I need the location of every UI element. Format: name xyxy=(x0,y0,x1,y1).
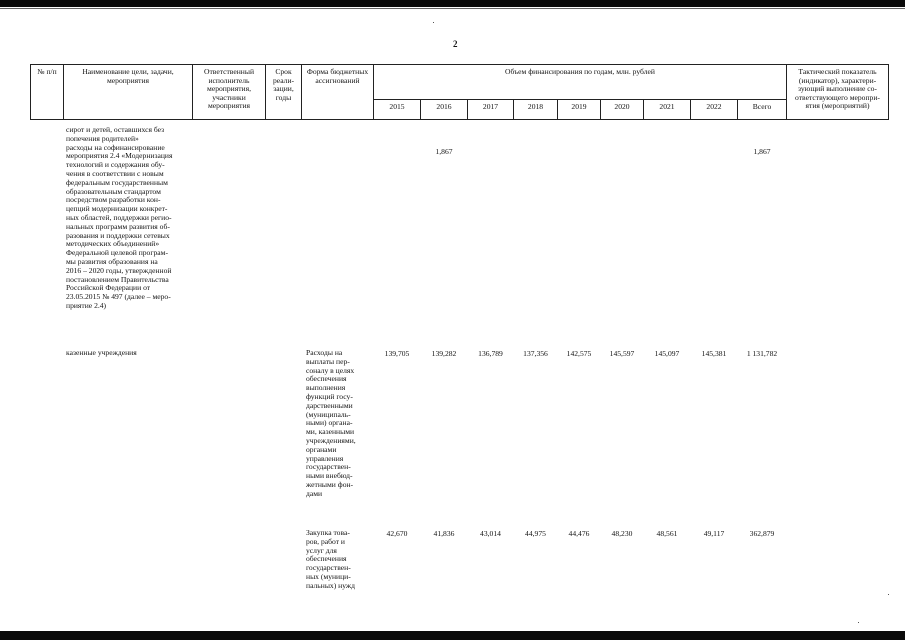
form-line: государствен- xyxy=(306,563,351,573)
header-bottom-border xyxy=(30,119,888,120)
header-funding: Объем финансирования по годам, млн. рублей xyxy=(505,67,655,76)
description-line: мы развития образования на xyxy=(66,256,158,266)
form-line: (муниципаль- xyxy=(306,409,351,419)
form-line: учреждениями, xyxy=(306,435,356,445)
description-line: нальных программ развития об- xyxy=(66,221,170,231)
value-2015: 42,670 xyxy=(386,529,408,538)
form-line: соналу в целях xyxy=(306,365,355,375)
grid-line xyxy=(301,64,302,120)
grid-line xyxy=(786,64,787,120)
value-2016: 41,836 xyxy=(433,529,455,538)
description-line: приятие 2.4) xyxy=(66,300,107,310)
description-line: методических объединений» xyxy=(66,239,160,249)
header-year: 2021 xyxy=(659,102,675,111)
form-line: ми, казенными xyxy=(306,427,355,437)
form-line: ров, работ и xyxy=(306,536,345,546)
form-line: государствен- xyxy=(306,462,351,472)
header-total: Всего xyxy=(752,102,772,111)
value-2021: 48,561 xyxy=(656,529,678,538)
description-line: попечения родителей» xyxy=(66,133,139,143)
header-responsible: Ответственный исполнитель мероприятия, участники мероприятия xyxy=(203,67,255,111)
header-year: 2015 xyxy=(389,102,405,111)
grid-line xyxy=(63,64,64,120)
scan-top-line xyxy=(0,8,905,9)
header-indicator: Тактический показатель (индикатор), характери-зующий выполнение со-ответствующего меропри-ятия (мероприятий) xyxy=(795,67,880,111)
value-2022: 49,117 xyxy=(703,529,725,538)
activity-description xyxy=(66,126,196,311)
description-line: 2016 – 2020 годы, утвержденной xyxy=(66,265,172,275)
scan-bottom-border xyxy=(0,631,905,640)
value-2021: 145,097 xyxy=(654,349,680,358)
form-line: выплаты пер- xyxy=(306,356,350,366)
value-total: 1 131,782 xyxy=(746,349,778,358)
budget-form-personnel xyxy=(306,349,374,499)
header-year: 2019 xyxy=(571,102,587,111)
description-line: технологий и содержания обу- xyxy=(66,160,165,170)
header-year: 2016 xyxy=(436,102,452,111)
form-line: дами xyxy=(306,488,323,498)
value-2015: 139,705 xyxy=(384,349,410,358)
header-form: Форма бюджетных ассигнований xyxy=(306,67,369,85)
header-year: 2018 xyxy=(527,102,544,111)
form-line: Закупка това- xyxy=(306,528,350,537)
header-name: Наименование цели, задачи, мероприятия xyxy=(82,67,174,85)
form-line: ными внебюд- xyxy=(306,471,353,481)
description-line: ных областей, поддержки регио- xyxy=(66,212,172,222)
grid-line xyxy=(192,64,193,120)
description-line: мероприятия 2.4 «Модернизация xyxy=(66,151,173,161)
grid-line xyxy=(373,64,374,120)
description-line: Российской Федерации от xyxy=(66,283,151,293)
description-line: образовательным стандартом xyxy=(66,186,161,196)
header-top-border xyxy=(30,64,888,65)
description-line: постановлением Правительства xyxy=(66,274,169,284)
value-2019: 44,476 xyxy=(568,529,590,538)
description-line: чения в соответствии с новым xyxy=(66,168,164,178)
value-2017: 136,789 xyxy=(478,349,503,358)
budget-form-procurement xyxy=(306,529,374,591)
form-line: обеспечения xyxy=(306,554,347,564)
form-line: дарственными xyxy=(306,400,353,410)
value-total: 1,867 xyxy=(753,147,771,156)
header-term: Срок реали-зации, годы xyxy=(272,67,295,102)
form-line: ных (муници- xyxy=(306,571,351,581)
grid-line xyxy=(265,64,266,120)
value-2017: 43,014 xyxy=(480,529,501,538)
header-year: 2020 xyxy=(614,102,630,111)
value-2018: 44,975 xyxy=(525,529,546,538)
value-2018: 137,356 xyxy=(523,349,548,358)
value-2022: 145,381 xyxy=(701,349,727,358)
institution-type-label: казенные учреждения xyxy=(66,348,137,357)
value-2016: 1,867 xyxy=(435,147,453,156)
form-line: жетными фон- xyxy=(306,479,354,489)
form-line: управления xyxy=(306,453,344,463)
scan-speck xyxy=(888,594,889,595)
form-line: обеспечения xyxy=(306,374,347,384)
value-2020: 48,230 xyxy=(611,529,633,538)
description-line: посредством разработки кон- xyxy=(66,195,161,205)
value-total: 362,879 xyxy=(749,529,775,538)
form-line: функций госу- xyxy=(306,391,353,401)
header-year: 2022 xyxy=(706,102,722,111)
value-2019: 142,575 xyxy=(566,349,592,358)
value-2020: 145,597 xyxy=(609,349,635,358)
description-line: федеральным государственным xyxy=(66,177,168,187)
form-line: услуг для xyxy=(306,545,337,555)
page-number: 2 xyxy=(453,39,458,49)
description-line: цепций модернизации конкрет- xyxy=(66,204,168,214)
form-line: ными) органа- xyxy=(306,418,353,428)
grid-line xyxy=(888,64,889,120)
scan-speck xyxy=(433,22,434,23)
scan-speck xyxy=(858,622,859,623)
header-num: № п/п xyxy=(37,67,57,76)
form-line: органами xyxy=(306,444,337,454)
scan-top-border xyxy=(0,0,905,7)
description-line: расходы на софинансирование xyxy=(66,142,165,152)
header-year: 2017 xyxy=(482,102,499,111)
form-line: выполнения xyxy=(306,383,346,393)
description-line: разования и поддержки сетевых xyxy=(66,230,170,240)
value-2016: 139,282 xyxy=(431,349,457,358)
years-divider xyxy=(373,99,786,100)
form-line: пальных) нужд xyxy=(306,580,356,590)
description-line: сирот и детей, оставшихся без xyxy=(66,125,165,134)
form-line: Расходы на xyxy=(306,348,343,357)
description-line: Федеральной целевой програм- xyxy=(66,248,168,258)
description-line: 23.05.2015 № 497 (далее – меро- xyxy=(66,292,171,302)
